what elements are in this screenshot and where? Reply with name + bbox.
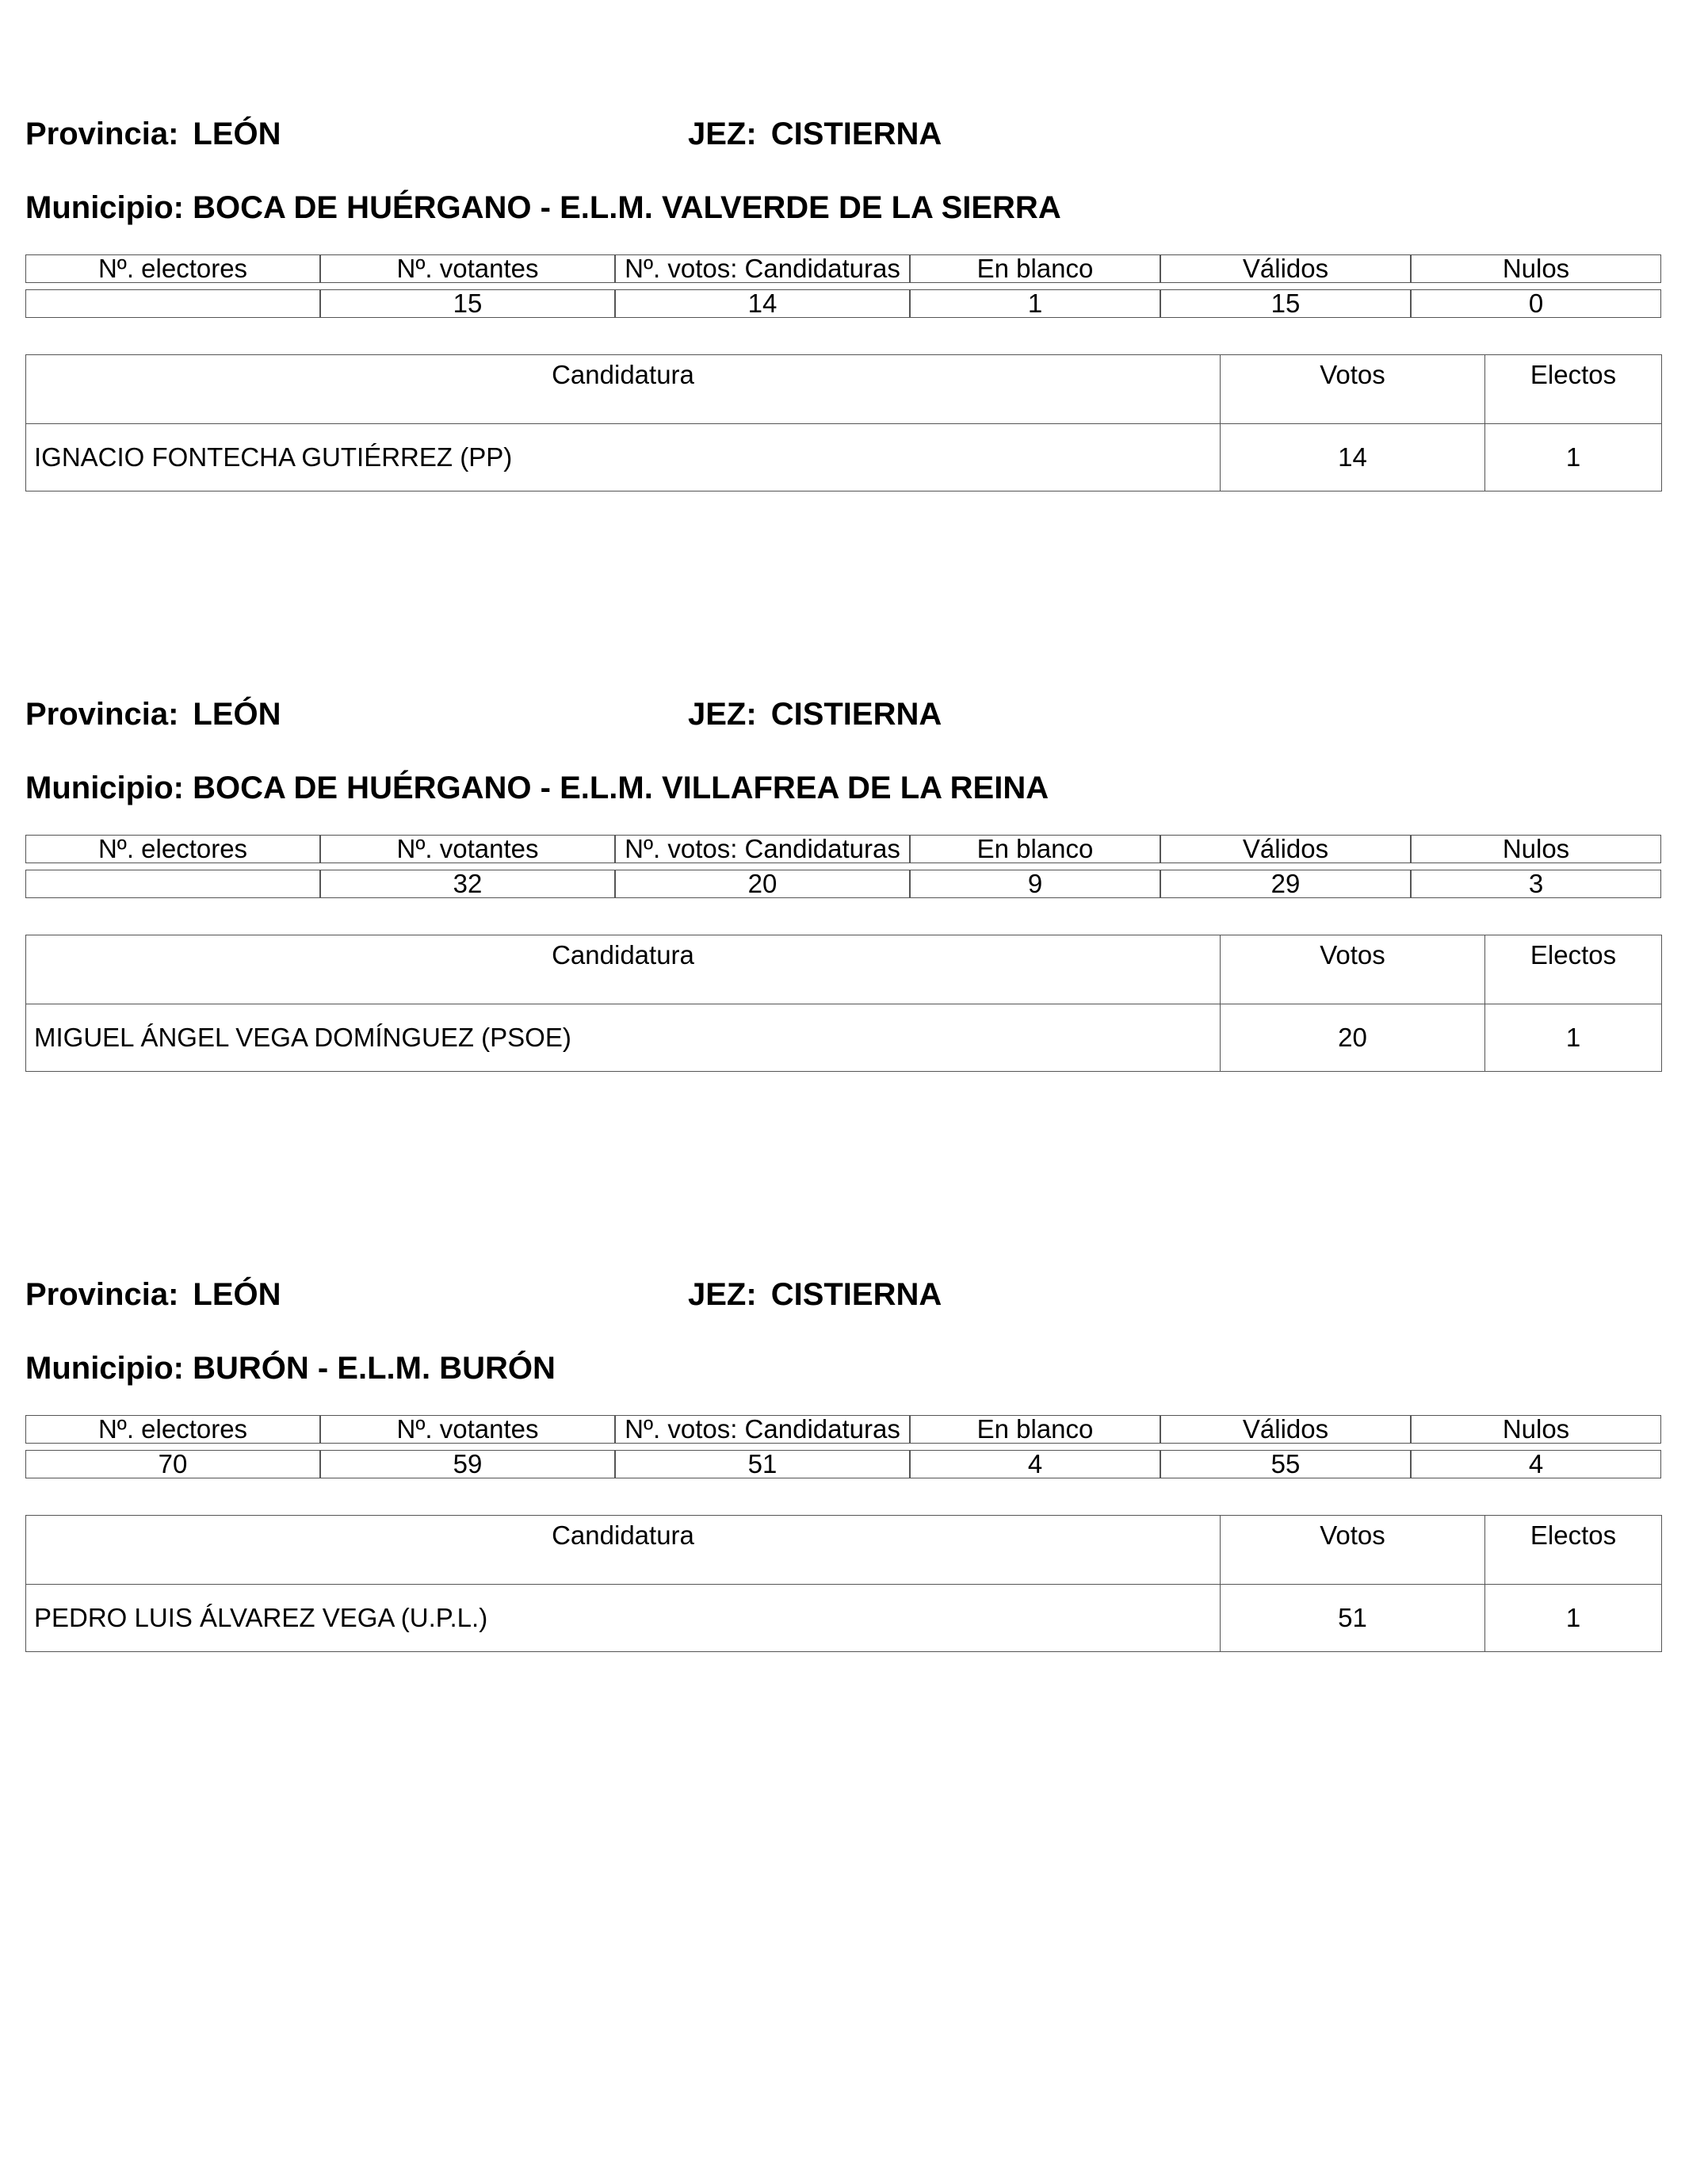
municipio-label: Municipio: <box>25 190 184 225</box>
jez-label: JEZ: <box>688 1277 757 1312</box>
candidatura-header: Candidatura <box>26 1516 1221 1585</box>
stats-value-cell: 4 <box>1411 1450 1661 1478</box>
jez-value: CISTIERNA <box>770 117 942 151</box>
candidate-elected: 1 <box>1485 1004 1662 1072</box>
candidates-header-row <box>26 935 1662 1004</box>
candidate-name: PEDRO LUIS ÁLVAREZ VEGA (U.P.L.) <box>26 1585 1221 1652</box>
provincia-value: LEÓN <box>193 697 281 732</box>
candidatura-header: Candidatura <box>26 935 1221 1004</box>
candidatura-header: Candidatura <box>26 355 1221 424</box>
stats-value-row <box>25 289 1661 318</box>
stats-value-row <box>25 1450 1661 1478</box>
municipio-value: BURÓN - E.L.M. BURÓN <box>193 1351 556 1386</box>
votos-header: Votos <box>1221 355 1485 424</box>
municipio-label: Municipio: <box>25 1351 184 1386</box>
stats-header-cell: Nº. votantes <box>320 835 615 863</box>
provincia-line <box>25 695 281 733</box>
candidate-row <box>26 424 1662 491</box>
votos-header: Votos <box>1221 1516 1485 1585</box>
electos-header: Electos <box>1485 355 1662 424</box>
municipio-line <box>25 769 1049 807</box>
stats-value-cell: 4 <box>910 1450 1160 1478</box>
candidate-votes: 14 <box>1221 424 1485 491</box>
candidate-votes: 51 <box>1221 1585 1485 1652</box>
stats-header-row <box>25 1415 1661 1444</box>
municipio-value: BOCA DE HUÉRGANO - E.L.M. VALVERDE DE LA SIERRA <box>193 190 1061 225</box>
stats-value-cell: 15 <box>1160 289 1411 318</box>
stats-header-cell: Nº. electores <box>25 1415 320 1444</box>
candidates-header-row <box>26 1516 1662 1585</box>
stats-header-cell: Válidos <box>1160 254 1411 283</box>
jez-line <box>688 115 942 153</box>
stats-value-cell: 59 <box>320 1450 615 1478</box>
candidate-name: IGNACIO FONTECHA GUTIÉRREZ (PP) <box>26 424 1221 491</box>
stats-header-cell: Nº. votos: Candidaturas <box>615 254 910 283</box>
votos-header: Votos <box>1221 935 1485 1004</box>
stats-value-cell <box>25 870 320 898</box>
stats-header-row <box>25 835 1661 863</box>
stats-value-cell: 20 <box>615 870 910 898</box>
election-section <box>25 115 1661 511</box>
stats-header-cell: Válidos <box>1160 835 1411 863</box>
stats-header-row <box>25 254 1661 283</box>
stats-value-cell: 70 <box>25 1450 320 1478</box>
candidate-elected: 1 <box>1485 1585 1662 1652</box>
provincia-label: Provincia: <box>25 697 179 732</box>
electos-header: Electos <box>1485 935 1662 1004</box>
candidates-table <box>25 354 1662 491</box>
candidates-table <box>25 935 1662 1072</box>
provincia-label: Provincia: <box>25 1277 179 1312</box>
candidate-name: MIGUEL ÁNGEL VEGA DOMÍNGUEZ (PSOE) <box>26 1004 1221 1072</box>
stats-value-cell: 55 <box>1160 1450 1411 1478</box>
candidate-row <box>26 1004 1662 1072</box>
stats-value-cell: 0 <box>1411 289 1661 318</box>
stats-header-cell: Nulos <box>1411 254 1661 283</box>
stats-header-cell: Nº. electores <box>25 254 320 283</box>
stats-value-cell <box>25 289 320 318</box>
stats-value-cell: 29 <box>1160 870 1411 898</box>
jez-value: CISTIERNA <box>770 697 942 732</box>
stats-table <box>25 254 1661 318</box>
candidate-row <box>26 1585 1662 1652</box>
provincia-line <box>25 115 281 153</box>
stats-value-cell: 14 <box>615 289 910 318</box>
municipio-value: BOCA DE HUÉRGANO - E.L.M. VILLAFREA DE LA REINA <box>193 771 1049 805</box>
stats-header-cell: En blanco <box>910 835 1160 863</box>
stats-value-cell: 1 <box>910 289 1160 318</box>
stats-table <box>25 1415 1661 1478</box>
electos-header: Electos <box>1485 1516 1662 1585</box>
candidate-votes: 20 <box>1221 1004 1485 1072</box>
municipio-label: Municipio: <box>25 771 184 805</box>
stats-table <box>25 835 1661 898</box>
provincia-label: Provincia: <box>25 117 179 151</box>
stats-value-cell: 15 <box>320 289 615 318</box>
stats-header-cell: Válidos <box>1160 1415 1411 1444</box>
stats-header-cell: En blanco <box>910 254 1160 283</box>
stats-header-cell: En blanco <box>910 1415 1160 1444</box>
jez-line <box>688 695 942 733</box>
stats-header-cell: Nulos <box>1411 835 1661 863</box>
stats-header-cell: Nº. votos: Candidaturas <box>615 835 910 863</box>
jez-line <box>688 1276 942 1314</box>
stats-value-cell: 3 <box>1411 870 1661 898</box>
jez-label: JEZ: <box>688 697 757 732</box>
candidates-header-row <box>26 355 1662 424</box>
candidates-table <box>25 1515 1662 1652</box>
stats-header-cell: Nulos <box>1411 1415 1661 1444</box>
stats-header-cell: Nº. electores <box>25 835 320 863</box>
jez-label: JEZ: <box>688 117 757 151</box>
municipio-line <box>25 1349 556 1387</box>
stats-header-cell: Nº. votantes <box>320 254 615 283</box>
stats-header-cell: Nº. votantes <box>320 1415 615 1444</box>
stats-value-row <box>25 870 1661 898</box>
provincia-value: LEÓN <box>193 117 281 151</box>
election-section <box>25 1276 1661 1672</box>
candidate-elected: 1 <box>1485 424 1662 491</box>
stats-value-cell: 51 <box>615 1450 910 1478</box>
stats-value-cell: 32 <box>320 870 615 898</box>
stats-value-cell: 9 <box>910 870 1160 898</box>
provincia-line <box>25 1276 281 1314</box>
municipio-line <box>25 189 1061 227</box>
provincia-value: LEÓN <box>193 1277 281 1312</box>
stats-header-cell: Nº. votos: Candidaturas <box>615 1415 910 1444</box>
election-section <box>25 695 1661 1092</box>
jez-value: CISTIERNA <box>770 1277 942 1312</box>
